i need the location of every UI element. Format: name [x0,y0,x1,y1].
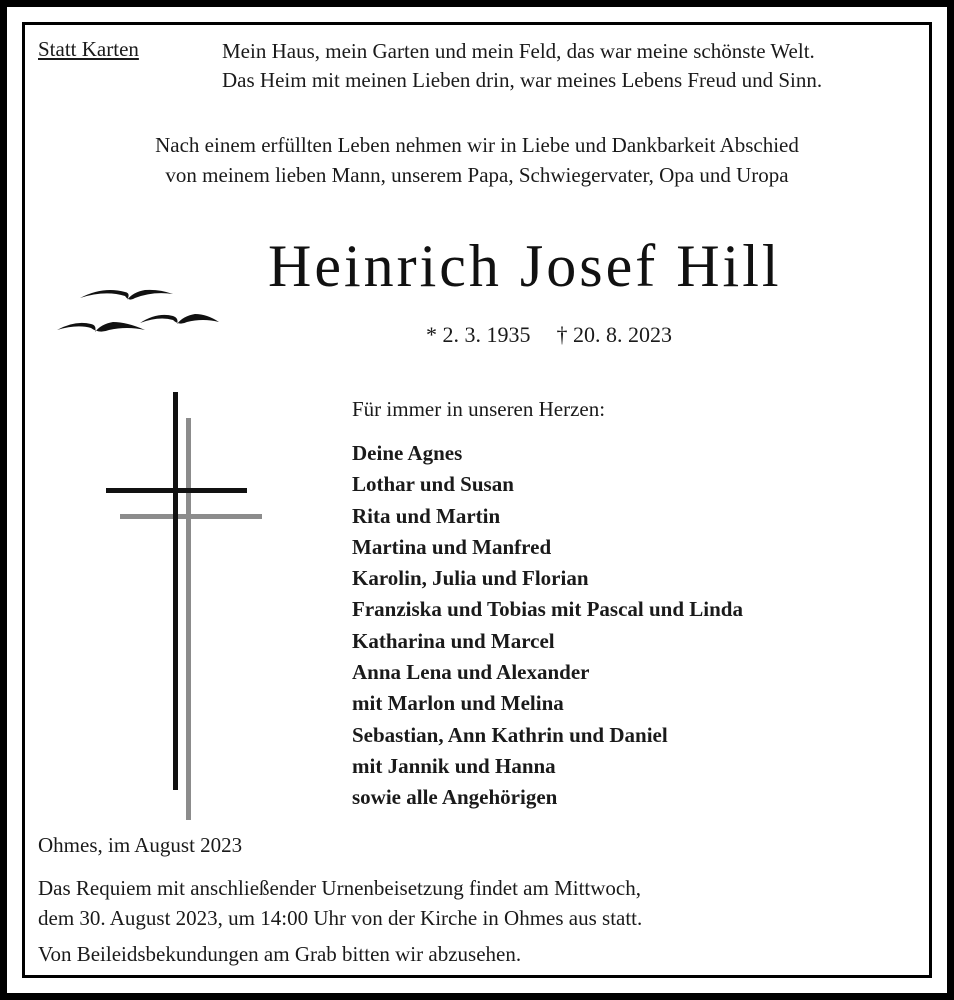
bird-icon [57,322,145,332]
cross-dark-horizontal [106,488,247,493]
bird-icon [140,314,219,324]
cross-dark-vertical [173,392,178,790]
mourner-line: Rita und Martin [352,503,501,528]
mourner-line: mit Marlon und Melina [352,691,564,716]
mourner-line: Franziska und Tobias mit Pascal und Linda [352,597,743,622]
birds-icon [55,278,225,343]
cross-grey-horizontal [120,514,262,519]
condolence-note: Von Beileidsbekundungen am Grab bitten wir abzusehen. [38,942,522,966]
mourner-line: Katharina und Marcel [352,628,555,653]
bird-icon [80,290,173,300]
statt-karten-label: Statt Karten [38,37,139,61]
life-dates [426,322,672,348]
mourner-line: Martina und Manfred [352,534,552,559]
intro-text [0,130,954,190]
requiem-line: dem 30. August 2023, um 14:00 Uhr von der Kirche in Ohmes aus statt. [38,906,643,930]
requiem-line: Das Requiem mit anschließender Urnenbeisetzung findet am Mittwoch, [38,876,642,900]
requiem-info [38,873,642,933]
mourner-line: Karolin, Julia und Florian [352,566,589,591]
mourner-line: Anna Lena und Alexander [352,660,590,685]
poem-line: Mein Haus, mein Garten und mein Feld, das war meine schönste Welt. [222,39,815,63]
cross-grey-vertical [186,418,191,820]
mourner-line: Sebastian, Ann Kathrin und Daniel [352,722,668,747]
mourner-line: mit Jannik und Hanna [352,753,556,778]
cross-icon [100,388,270,823]
place-date: Ohmes, im August 2023 [38,833,243,857]
birth-date: * 2. 3. 1935 [426,322,531,347]
mourner-line: Lothar und Susan [352,472,514,497]
deceased-name: Heinrich Josef Hill [268,233,782,299]
death-date: † 20. 8. 2023 [556,322,672,347]
poem-line: Das Heim mit meinen Lieben drin, war meines Lebens Freud und Sinn. [222,68,823,92]
intro-line: von meinem lieben Mann, unserem Papa, Schwiegervater, Opa und Uropa [165,163,789,187]
mourners-heading: Für immer in unseren Herzen: [352,397,606,421]
intro-line: Nach einem erfüllten Leben nehmen wir in Liebe und Dankbarkeit Abschied [155,133,799,157]
mourner-line: sowie alle Angehörigen [352,785,558,810]
mourners-list [352,438,743,814]
mourner-line: Deine Agnes [352,441,463,465]
poem [222,37,822,95]
